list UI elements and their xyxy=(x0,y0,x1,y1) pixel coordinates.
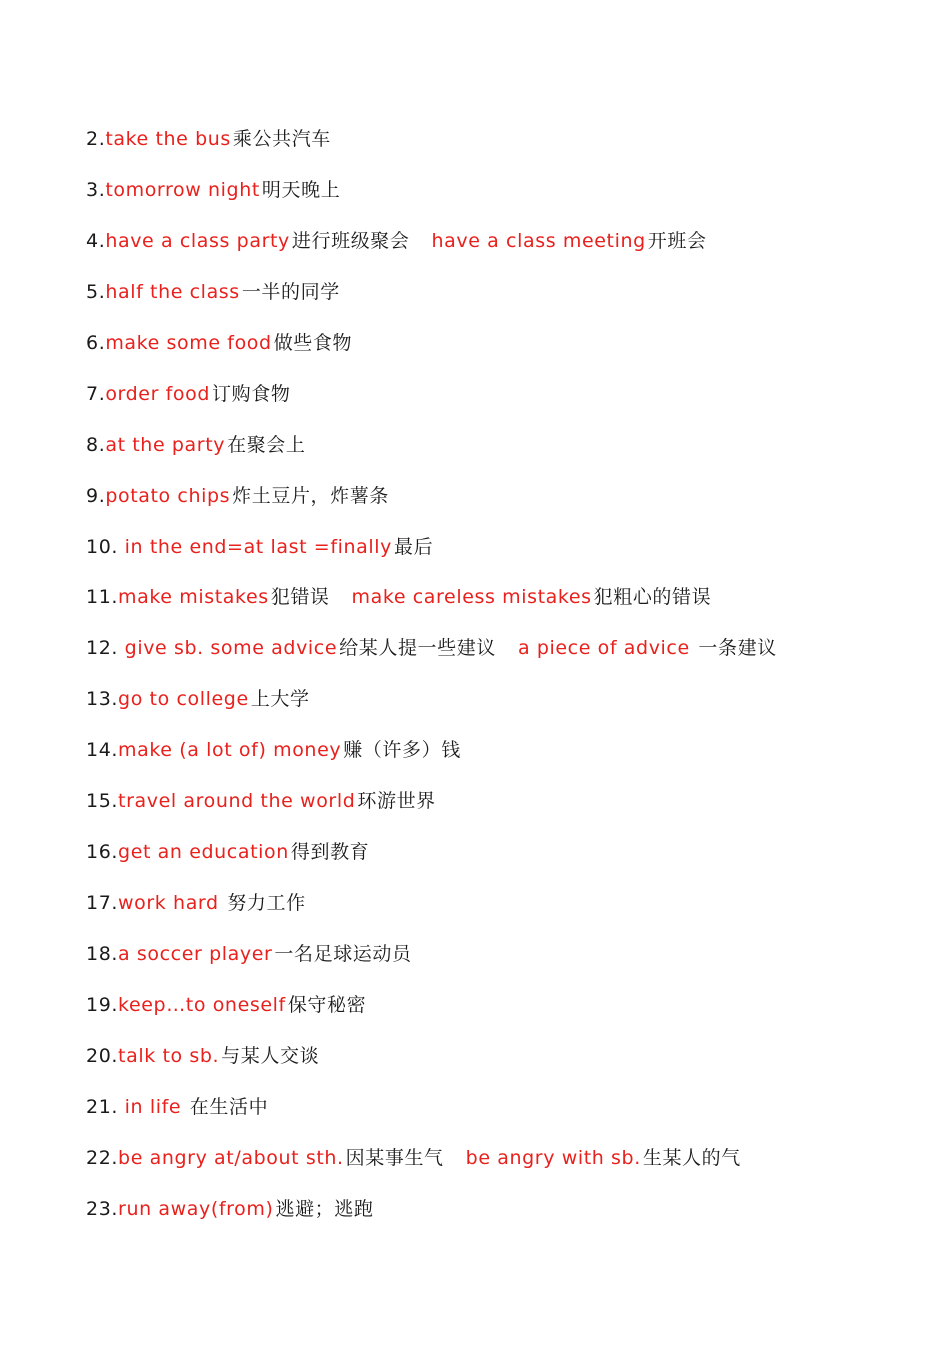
chinese-translation: 逃避；逃跑 xyxy=(275,1197,374,1220)
chinese-translation: 一半的同学 xyxy=(241,280,340,303)
chinese-translation: 在生活中 xyxy=(183,1095,269,1118)
english-phrase: give sb. some advice xyxy=(118,637,338,660)
chinese-translation: 上大学 xyxy=(250,688,310,711)
chinese-translation: 订购食物 xyxy=(212,382,291,405)
chinese-translation: 因某事生气 xyxy=(345,1146,444,1169)
list-item xyxy=(86,1192,926,1243)
english-phrase: work hard xyxy=(118,892,219,915)
english-phrase: go to college xyxy=(118,688,249,711)
chinese-translation: 犯粗心的错误 xyxy=(593,586,712,609)
item-number: 4. xyxy=(86,229,106,252)
list-item xyxy=(86,937,926,988)
item-number: 20. xyxy=(86,1044,119,1067)
item-number: 13. xyxy=(86,688,119,711)
item-number: 7. xyxy=(86,382,106,405)
english-phrase: tomorrow night xyxy=(105,178,260,201)
chinese-translation: 赚（许多）钱 xyxy=(343,739,461,762)
english-phrase: run away(from) xyxy=(118,1197,274,1220)
item-number: 3. xyxy=(86,178,106,201)
english-phrase: have a class meeting xyxy=(431,229,646,252)
english-phrase: travel around the world xyxy=(118,790,356,813)
item-number: 15. xyxy=(86,790,119,813)
english-phrase: in life xyxy=(118,1095,182,1118)
item-number: 22. xyxy=(86,1146,119,1169)
english-phrase: order food xyxy=(105,382,211,405)
english-phrase: potato chips xyxy=(105,484,231,507)
item-number: 14. xyxy=(86,739,119,762)
chinese-translation: 一条建议 xyxy=(691,637,777,660)
item-number: 5. xyxy=(86,280,106,303)
item-number: 9. xyxy=(86,484,106,507)
list-item xyxy=(86,326,926,377)
chinese-translation: 最后 xyxy=(393,535,434,558)
item-number: 19. xyxy=(86,993,119,1016)
chinese-translation: 与某人交谈 xyxy=(221,1044,320,1067)
chinese-translation: 明天晚上 xyxy=(261,178,341,201)
chinese-translation: 做些食物 xyxy=(273,331,353,354)
english-phrase: make (a lot of) money xyxy=(118,739,342,762)
chinese-translation: 一名足球运动员 xyxy=(274,943,412,965)
list-item xyxy=(86,122,926,173)
english-phrase: get an education xyxy=(118,841,289,864)
item-number: 11. xyxy=(86,586,119,609)
chinese-translation: 保守秘密 xyxy=(287,993,367,1016)
english-phrase: take the bus xyxy=(105,128,231,150)
english-phrase: make careless mistakes xyxy=(351,586,592,609)
chinese-translation: 炸土豆片，炸薯条 xyxy=(232,484,389,507)
list-item xyxy=(86,631,926,682)
chinese-translation: 犯错误 xyxy=(270,586,330,609)
list-item xyxy=(86,1039,926,1090)
list-item xyxy=(86,173,926,224)
item-number: 8. xyxy=(86,433,106,456)
list-item xyxy=(86,988,926,1039)
item-number: 18. xyxy=(86,943,119,965)
list-item xyxy=(86,835,926,886)
list-item xyxy=(86,580,926,631)
list-item xyxy=(86,377,926,428)
list-item xyxy=(86,784,926,835)
chinese-translation: 生某人的气 xyxy=(642,1146,741,1169)
list-item xyxy=(86,428,926,479)
list-item xyxy=(86,733,926,784)
english-phrase: make mistakes xyxy=(118,586,269,609)
chinese-translation: 乘公共汽车 xyxy=(232,128,331,150)
item-number: 17. xyxy=(86,892,119,915)
english-phrase: have a class party xyxy=(105,229,290,252)
english-phrase: a piece of advice xyxy=(517,637,690,660)
list-item xyxy=(86,682,926,733)
english-phrase: keep…to oneself xyxy=(118,993,286,1016)
list-item xyxy=(86,530,926,581)
list-item xyxy=(86,275,926,326)
chinese-translation: 开班会 xyxy=(647,229,707,252)
item-number: 2. xyxy=(86,128,106,150)
list-item xyxy=(86,224,926,275)
english-phrase: make some food xyxy=(105,331,272,354)
chinese-translation: 努力工作 xyxy=(220,892,306,915)
english-phrase: talk to sb. xyxy=(118,1044,220,1067)
chinese-translation: 进行班级聚会 xyxy=(291,229,410,252)
english-phrase: be angry at/about sth. xyxy=(118,1146,344,1169)
list-item xyxy=(86,479,926,530)
english-phrase: be angry with sb. xyxy=(465,1146,641,1169)
phrase-list xyxy=(86,122,926,1243)
english-phrase: in the end=at last =finally xyxy=(118,535,392,558)
list-item xyxy=(86,1090,926,1141)
list-item xyxy=(86,1141,926,1192)
chinese-translation: 给某人提一些建议 xyxy=(339,637,496,660)
chinese-translation: 环游世界 xyxy=(357,790,436,813)
item-number: 23. xyxy=(86,1197,119,1220)
item-number: 6. xyxy=(86,331,106,354)
item-number: 16. xyxy=(86,841,119,864)
english-phrase: at the party xyxy=(105,433,226,456)
item-number: 21. xyxy=(86,1095,119,1118)
list-item xyxy=(86,886,926,937)
chinese-translation: 得到教育 xyxy=(290,841,370,864)
english-phrase: half the class xyxy=(105,280,240,303)
item-number: 12. xyxy=(86,637,119,660)
chinese-translation: 在聚会上 xyxy=(227,433,306,456)
english-phrase: a soccer player xyxy=(118,943,273,965)
item-number: 10. xyxy=(86,535,119,558)
